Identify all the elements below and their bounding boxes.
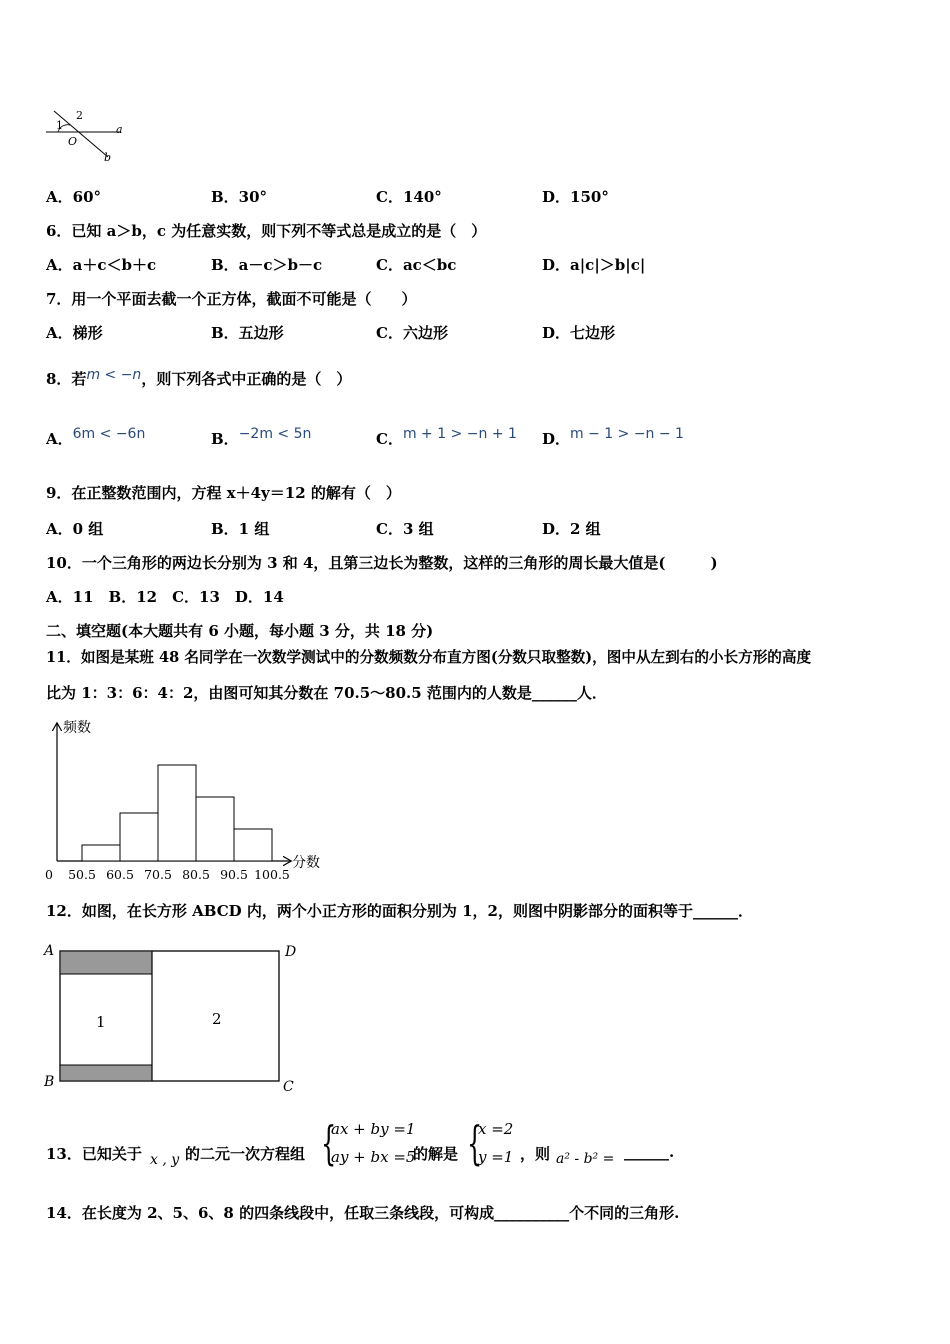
q6-option-b[interactable]: B．a－c＞b－c <box>211 256 323 274</box>
q8-option-a-label: A． <box>46 430 73 448</box>
q13-answer-blank[interactable]: ______. <box>624 1143 675 1161</box>
q5-option-b[interactable]: B．30° <box>211 188 268 206</box>
q9-option-c[interactable]: C．3 组 <box>376 520 434 538</box>
q13-sol1: x =2 <box>478 1120 514 1138</box>
q7-option-c[interactable]: C．六边形 <box>376 324 448 342</box>
line-label-a: a <box>116 123 123 136</box>
q8-stem-math: m < −n <box>86 367 142 383</box>
q8-stem <box>46 368 351 390</box>
q7-option-d[interactable]: D．七边形 <box>542 324 616 342</box>
q9-stem: 9．在正整数范围内，方程 x＋4y＝12 的解有（ ） <box>46 484 401 502</box>
x-tick-label: 80.5 <box>182 867 210 882</box>
q9-option-d[interactable]: D．2 组 <box>542 520 601 538</box>
q7-stem: 7．用一个平面去截一个正方体，截面不可能是（ ） <box>46 290 417 308</box>
q10-stem: 10．一个三角形的两边长分别为 3 和 4，且第三边长为整数，这样的三角形的周长最大值是( ) <box>46 554 718 572</box>
shaded-region-top <box>60 951 152 974</box>
vertex-d: D <box>285 944 297 960</box>
q8-option-d-math: m − 1 > −n − 1 <box>570 426 684 442</box>
q13-sol2: y =1 <box>478 1148 514 1166</box>
q8-option-c-math: m + 1 > −n + 1 <box>402 426 517 442</box>
q12-stem: 12．如图，在长方形 ABCD 内，两个小正方形的面积分别为 1，2，则图中阴影部分的面积等于______． <box>46 902 753 920</box>
q6-stem: 6．已知 a＞b，c 为任意实数，则下列不等式总是成立的是（ ） <box>46 222 487 240</box>
histogram-chart <box>40 718 340 883</box>
histogram-bar <box>196 797 234 861</box>
q5-option-c[interactable]: C．140° <box>376 188 442 206</box>
y-axis-label: 频数 <box>63 720 91 736</box>
q5-option-d[interactable]: D．150° <box>542 188 609 206</box>
angle-figure <box>40 105 130 165</box>
q11-line2: 比为 1：3：6：4：2，由图可知其分数在 70.5～80.5 范围内的人数是______人． <box>46 684 607 702</box>
x-tick-label: 0 <box>45 867 53 882</box>
q14-stem: 14．在长度为 2、5、6、8 的四条线段中，任取三条线段，可构成__________个不同的三角形. <box>46 1204 680 1222</box>
q13-expression: a² - b² = <box>556 1151 615 1167</box>
q13-mid: 的二元一次方程组 <box>185 1145 306 1163</box>
q13-then: ，则 <box>520 1145 551 1163</box>
q9-option-a[interactable]: A．0 组 <box>46 520 104 538</box>
x-tick-label: 90.5 <box>220 867 248 882</box>
histogram-bar <box>234 829 272 861</box>
q13-prefix: 13．已知关于 <box>46 1145 142 1163</box>
q13-vars: x , y <box>150 1152 180 1168</box>
shaded-region-bottom <box>60 1065 152 1081</box>
line-label-b: b <box>104 151 112 164</box>
q6-option-a[interactable]: A．a＋c＜b＋c <box>46 256 157 274</box>
q8-option-b[interactable] <box>211 428 311 449</box>
histogram-bar <box>120 813 158 861</box>
q8-option-d-label: D． <box>542 430 571 448</box>
q8-option-a-math: 6m < −6n <box>72 426 146 442</box>
q13-eq2: ay + bx =5 <box>331 1148 416 1166</box>
q8-option-b-label: B． <box>211 430 239 448</box>
x-tick-label: 100.5 <box>254 867 290 882</box>
section-heading-fill-in: 二、填空题(本大题共有 6 小题，每小题 3 分，共 18 分) <box>46 622 434 640</box>
vertex-c: C <box>283 1079 294 1095</box>
x-tick-label: 60.5 <box>106 867 134 882</box>
q11-line1: 11．如图是某班 48 名同学在一次数学测试中的分数频数分布直方图(分数只取整数)，图中从左到右的小长方形的高度 <box>46 649 812 666</box>
x-axis-label: 分数 <box>292 855 320 871</box>
angle-label-1: 1 <box>56 119 63 132</box>
square-1-label: 1 <box>96 1013 106 1031</box>
q8-option-a[interactable] <box>46 428 145 449</box>
q8-option-c-label: C． <box>376 430 403 448</box>
point-label-o: O <box>68 135 78 148</box>
q13-left-brace-1: { <box>321 1117 337 1171</box>
histogram-bar <box>82 845 120 861</box>
q7-option-a[interactable]: A．梯形 <box>46 324 103 342</box>
q13-eq1: ax + by =1 <box>331 1120 416 1138</box>
q8-option-b-math: −2m < 5n <box>238 426 312 442</box>
q8-option-c[interactable] <box>376 428 517 449</box>
x-tick-label: 70.5 <box>144 867 172 882</box>
q9-option-b[interactable]: B．1 组 <box>211 520 270 538</box>
q13-left-brace-2: { <box>467 1117 483 1171</box>
q5-option-a[interactable]: A．60° <box>46 188 102 206</box>
vertex-a: A <box>44 943 55 959</box>
rectangle-abcd-figure <box>40 938 310 1096</box>
histogram-bar <box>158 765 196 861</box>
q6-option-c[interactable]: C．ac＜bc <box>376 256 457 274</box>
q10-options: A．11 B．12 C．13 D．14 <box>46 588 284 606</box>
x-tick-label: 50.5 <box>68 867 96 882</box>
square-2-label: 2 <box>212 1010 222 1028</box>
q8-stem-suffix: ，则下列各式中正确的是（ ） <box>141 370 352 388</box>
vertex-b: B <box>44 1074 55 1090</box>
q8-option-d[interactable] <box>542 428 684 449</box>
angle-label-2: 2 <box>76 109 83 122</box>
q8-stem-prefix: 8．若 <box>46 370 87 388</box>
q6-option-d[interactable]: D．a|c|＞b|c| <box>542 256 646 274</box>
q7-option-b[interactable]: B．五边形 <box>211 324 284 342</box>
q13-solution-label: 的解是 <box>413 1145 459 1163</box>
